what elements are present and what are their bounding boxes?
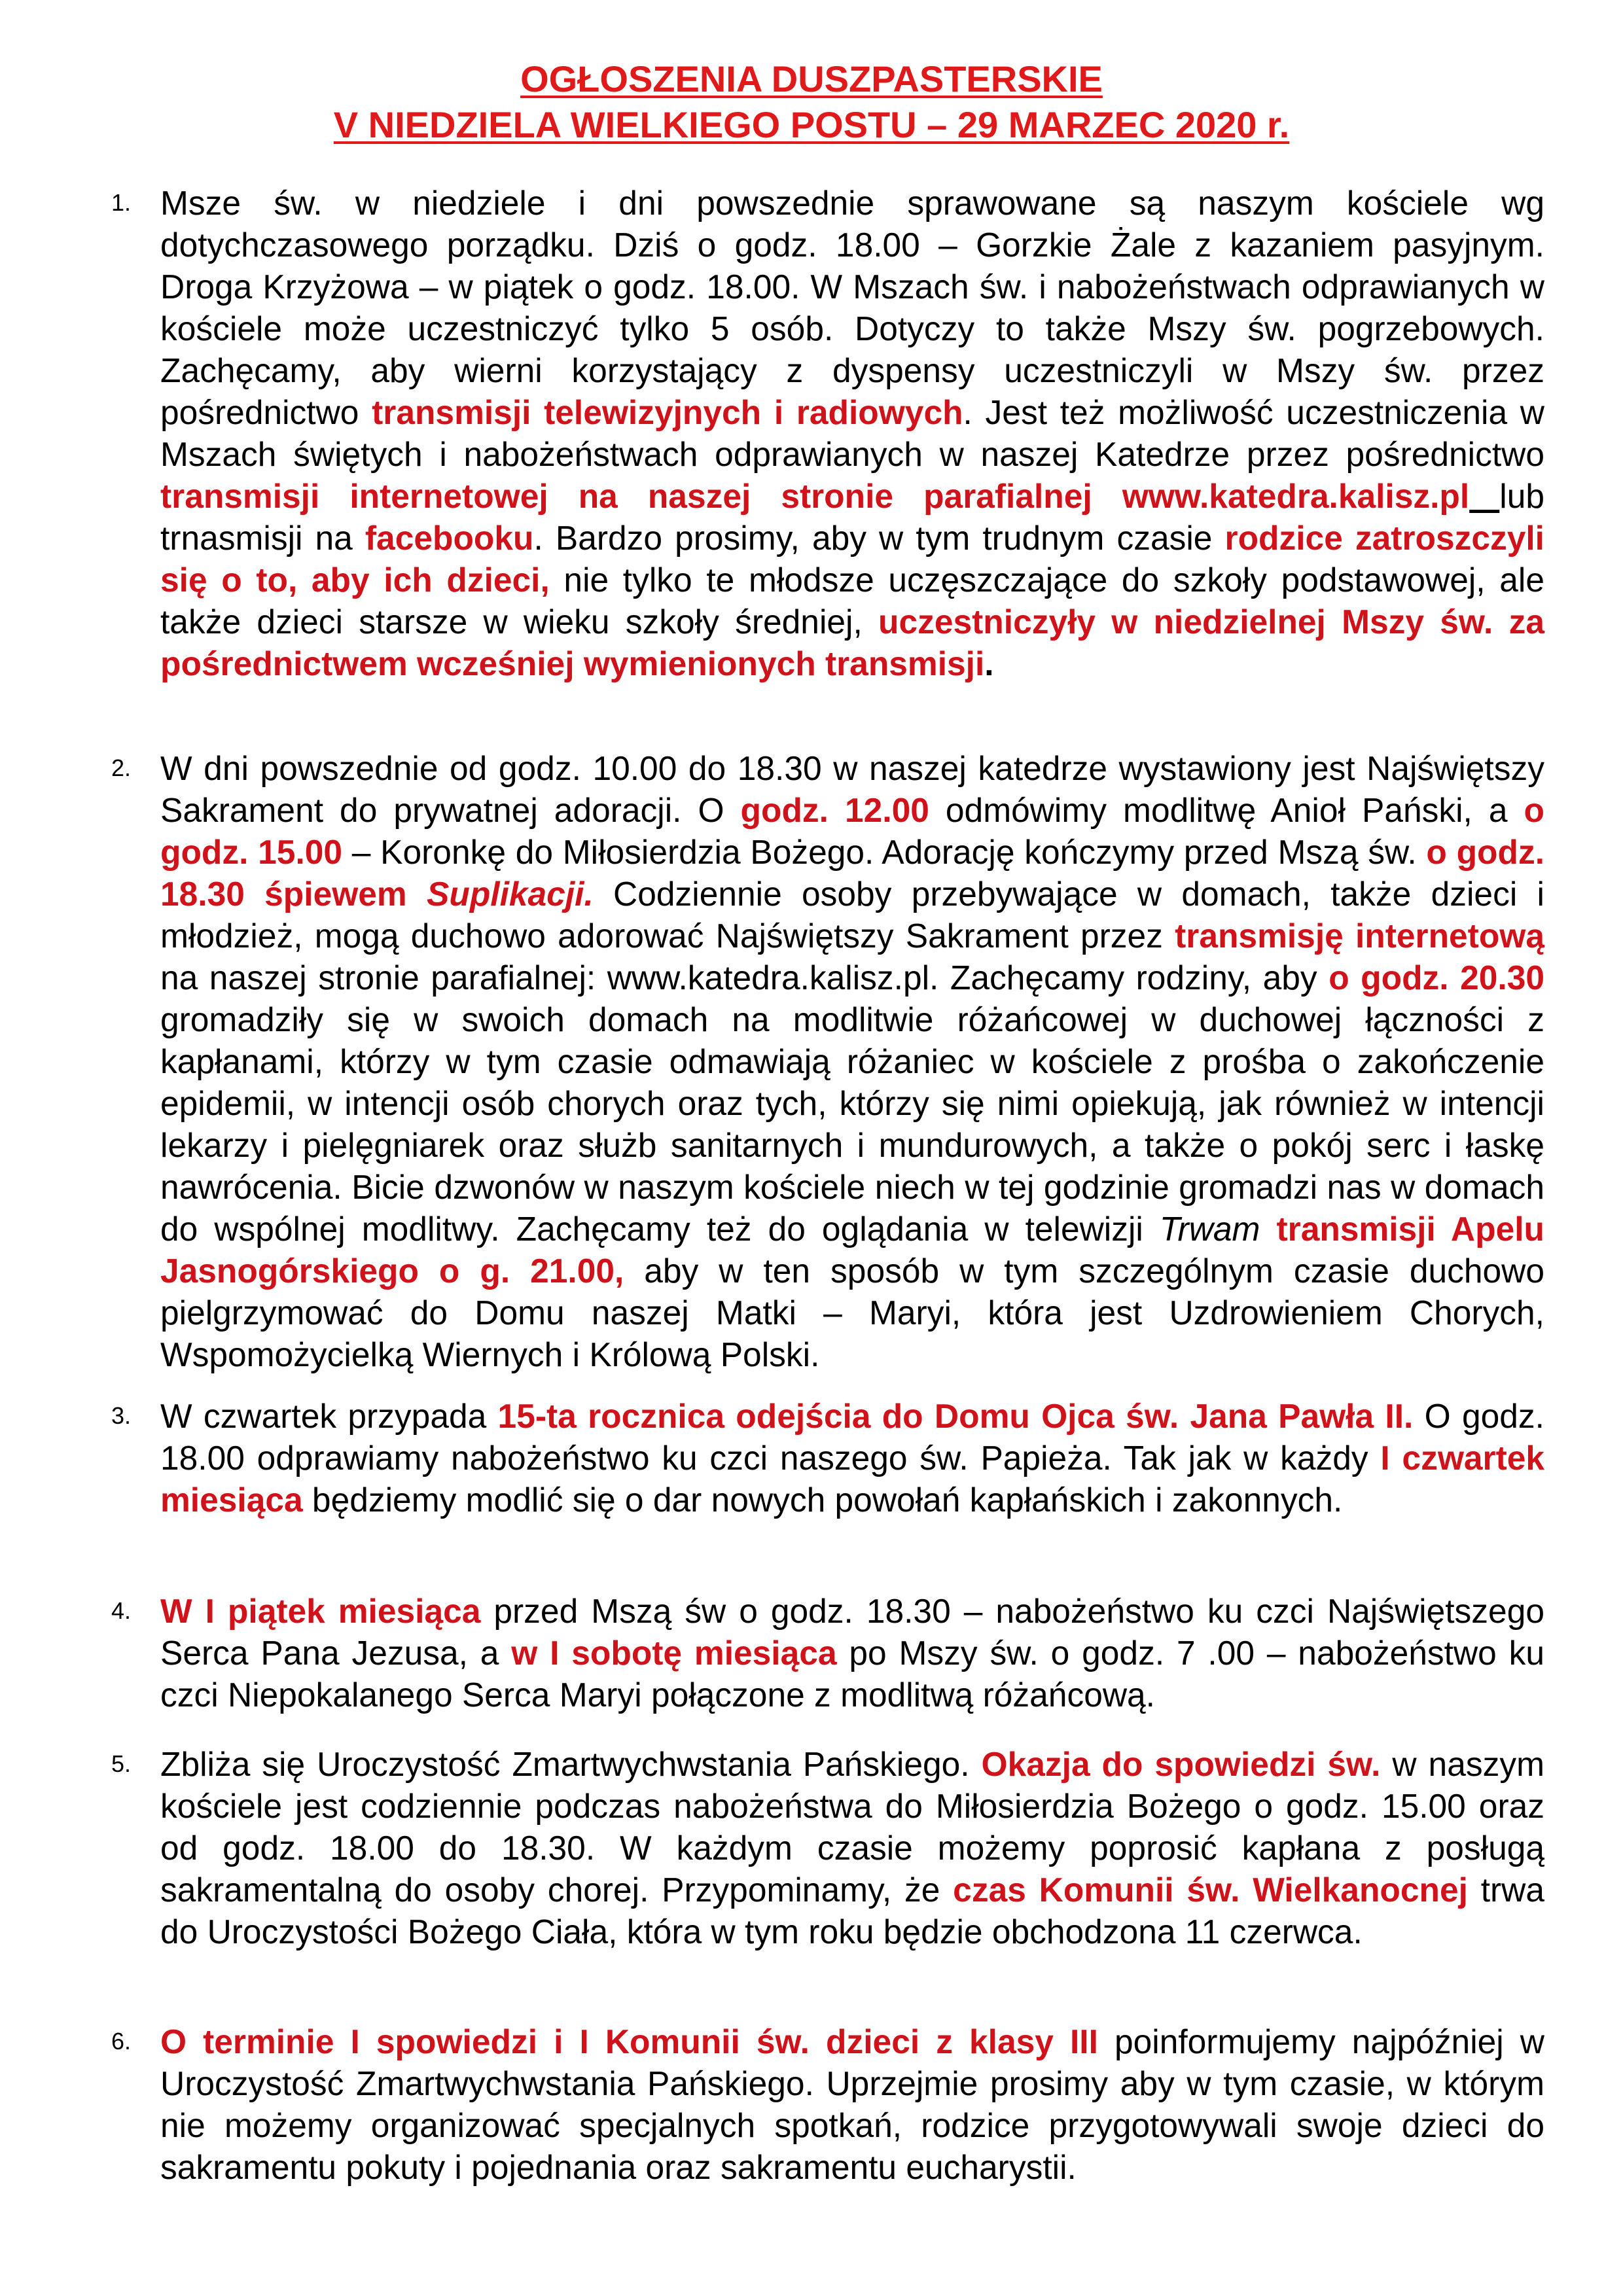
body-text: nie tylko te młodsze uczęszczające do szkoły podstawowej, ale także dzieci starsze w wieku szkoły średniej,	[160, 561, 1544, 641]
item-text	[160, 1743, 1544, 1952]
body-text: Msze św. w niedziele i dni powszednie sprawowane są naszym kościele wg dotychczasowego porządku. Dziś o godz. 18.00 – Gorzkie Żale z kazaniem pasyjnym. Droga Krzyżowa – w piątek o godz. 18.00. W Mszach św. i nabożeństwach odprawianych w kościele może uczestniczyć tylko 5 osób. Dotyczy to także Mszy św. pogrzebowych. Zachęcamy, aby wierni korzystający z dyspensy uczestniczyli w Mszy św. przez pośrednictwo	[160, 184, 1544, 431]
highlighted-text: transmisji internetowej na naszej stronie parafialnej www.katedra.kalisz.pl	[160, 477, 1470, 515]
body-text: przed Mszą św o godz. 18.30 – nabożeństwo ku czci Najświętszego Serca Pana Jezusa, a	[160, 1592, 1544, 1672]
body-text: .	[984, 645, 994, 682]
highlighted-text: czas Komunii św. Wielkanocnej	[953, 1871, 1468, 1909]
item-number: 1.	[111, 189, 132, 216]
body-text	[1469, 477, 1499, 515]
body-text: aby w ten sposób w tym szczególnym czasie duchowo pielgrzymować do Domu naszej Matki – Maryi, która jest Uzdrowieniem Chorych, Wspomożycielką Wiernych i Królową Polski.	[160, 1252, 1544, 1373]
item-text	[160, 2021, 1544, 2188]
body-text: Trwam	[1159, 1210, 1260, 1248]
body-text: W czwartek przypada	[160, 1397, 498, 1435]
body-text: po Mszy św. o godz. 7 .00 – nabożeństwo ku czci Niepokalanego Serca Maryi połączone z modlitwą różańcową.	[160, 1634, 1545, 1714]
body-text: gromadziły się w swoich domach na modlitwie różańcowej w duchowej łączności z kapłanami, którzy w tym czasie odmawiają różaniec w kościele z prośba o zakończenie epidemii, w intencji osób chorych oraz tych, którzy się nimi opiekują, jak również w intencji lekarzy i pielęgniarek oraz służb sanitarnych i mundurowych, a także o pokój serc i łaskę nawrócenia. Bicie dzwonów w naszym kościele niech w tej godzinie gromadzi nas w domach do wspólnej modlitwy. Zachęcamy też do oglądania w telewizji	[160, 1000, 1544, 1248]
highlighted-text: Suplikacji.	[427, 875, 594, 913]
body-text: będziemy modlić się o dar nowych powołań kapłańskich i zakonnych.	[302, 1481, 1343, 1519]
highlighted-text: o godz. 20.30	[1329, 959, 1545, 997]
body-text: W dni powszednie od godz. 10.00 do 18.30 w naszej katedrze wystawiony jest Najświętszy Sakrament do prywatnej adoracji. O	[160, 749, 1544, 829]
highlighted-text: rodzice zatroszczyli się o to, aby ich dzieci,	[160, 519, 1544, 599]
item-number: 5.	[111, 1750, 132, 1777]
item-number: 6.	[111, 2028, 132, 2055]
body-text: Zbliża się Uroczystość Zmartwychwstania Pańskiego.	[160, 1745, 982, 1783]
body-text	[1260, 1210, 1276, 1248]
item-text	[160, 1395, 1544, 1521]
body-text: trwa do Uroczystości Bożego Ciała, która w tym roku będzie obchodzona 11 czerwca.	[160, 1871, 1544, 1951]
page-subtitle: V NIEDZIELA WIELKIEGO POSTU – 29 MARZEC 2020 r.	[333, 104, 1290, 145]
highlighted-text: transmisji telewizyjnych i radiowych	[372, 393, 963, 431]
body-text: poinformujemy najpóźniej w Uroczystość Zmartwychwstania Pańskiego. Uprzejmie prosimy aby w tym czasie, w którym nie możemy organizować specjalnych spotkań, rodzice przygotowywali swoje dzieci do sakramentu pokuty i pojednania oraz sakramentu eucharystii.	[160, 2022, 1544, 2186]
body-text: w naszym kościele jest codziennie podczas nabożeństwa do Miłosierdzia Bożego o godz. 15.00 oraz od godz. 18.00 do 18.30. W każdym czasie możemy poprosić kapłana z posługą sakramentalną do osoby chorej. Przypominamy, że	[160, 1745, 1544, 1909]
highlighted-text: o godz. 15.00	[160, 791, 1545, 871]
highlighted-text: w I sobotę miesiąca	[511, 1634, 837, 1672]
body-text: . Bardzo prosimy, aby w tym trudnym czasie	[533, 519, 1225, 557]
body-text: . Jest też możliwość uczestniczenia w Mszach świętych i nabożeństwach odprawianych w naszej Katedrze przez pośrednictwo	[160, 393, 1544, 473]
body-text: O godz. 18.00 odprawiamy nabożeństwo ku czci naszego św. Papieża. Tak jak w każdy	[160, 1397, 1544, 1477]
item-number: 4.	[111, 1597, 132, 1624]
body-text: na naszej stronie parafialnej: www.katedra.kalisz.pl. Zachęcamy rodziny, aby	[160, 959, 1329, 997]
body-text: Codziennie osoby przebywające w domach, także dzieci i młodzież, mogą duchowo adorować Najświętszy Sakrament przez	[160, 875, 1544, 955]
highlighted-text: 15-ta rocznica odejścia do Domu Ojca św. Jana Pawła II.	[497, 1397, 1414, 1435]
body-text: – Koronkę do Miłosierdzia Bożego. Adorację kończymy przed Mszą św.	[342, 833, 1427, 871]
page-title: OGŁOSZENIA DUSZPASTERSKIE	[520, 58, 1103, 99]
highlighted-text: W I piątek miesiąca	[160, 1592, 481, 1630]
highlighted-text: Okazja do spowiedzi św.	[981, 1745, 1381, 1783]
body-text: lub trnasmisji na	[160, 477, 1544, 557]
highlighted-text: uczestniczyły w niedzielnej Mszy św. za pośrednictwem wcześniej wymienionych transmisji	[160, 603, 1544, 682]
highlighted-text: facebooku	[365, 519, 534, 557]
highlighted-text: transmisji Apelu Jasnogórskiego o g. 21.00,	[160, 1210, 1544, 1290]
highlighted-text: O terminie I spowiedzi i I Komunii św. dzieci z klasy III	[160, 2022, 1098, 2060]
item-number: 3.	[111, 1402, 132, 1429]
highlighted-text: I czwartek miesiąca	[160, 1439, 1544, 1519]
body-text: odmówimy modlitwę Anioł Pański, a	[929, 791, 1524, 829]
highlighted-text: transmisję internetową	[1175, 917, 1544, 955]
item-text	[160, 747, 1544, 1375]
highlighted-text: o godz. 18.30 śpiewem	[160, 833, 1545, 913]
item-text	[160, 1590, 1544, 1716]
highlighted-text: godz. 12.00	[740, 791, 929, 829]
item-text	[160, 182, 1544, 684]
item-number: 2.	[111, 754, 132, 781]
